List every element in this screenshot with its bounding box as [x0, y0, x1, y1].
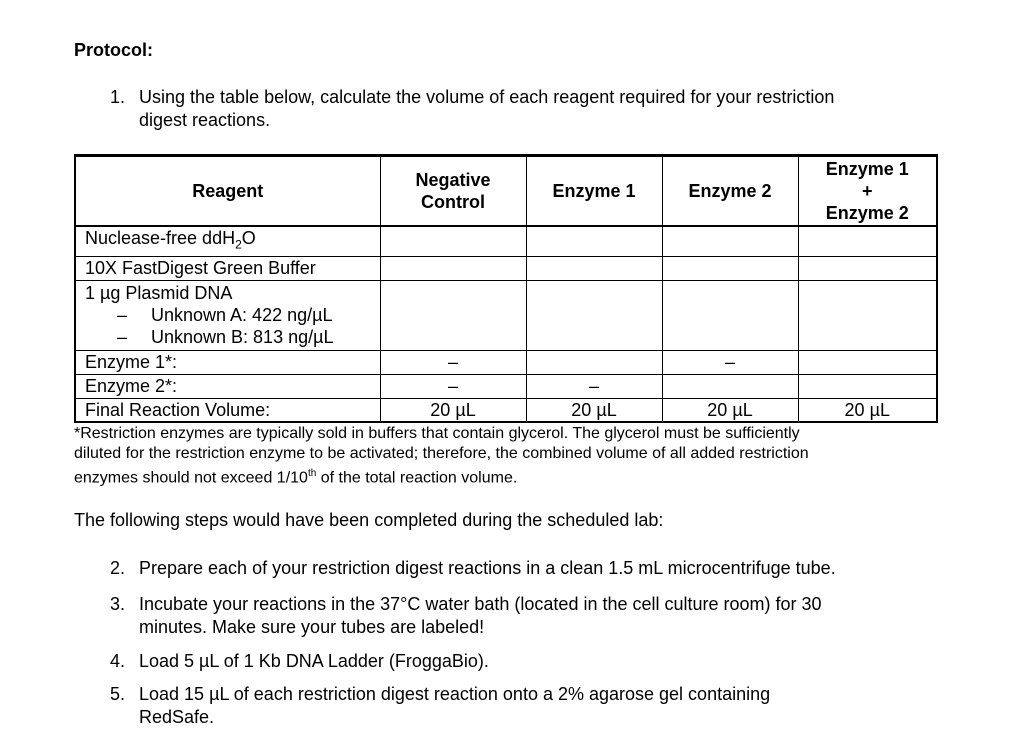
cell-plasmid-negative[interactable] — [380, 280, 526, 350]
header-enzyme-combo: Enzyme 1 + Enzyme 2 — [798, 156, 937, 227]
cell-enzyme1-negative: – — [380, 350, 526, 374]
completed-steps-intro: The following steps would have been completed during the scheduled lab: — [74, 510, 664, 530]
cell-plasmid-combo[interactable] — [798, 280, 937, 350]
table-row-enzyme1 — [75, 350, 937, 374]
cell-enzyme2-enzyme2[interactable] — [662, 374, 798, 398]
step-1-line-1: Using the table below, calculate the volume of each reagent required for your restriction — [139, 87, 835, 107]
step-3-number: 3. — [110, 594, 126, 614]
unknown-b-item: – Unknown B: 813 ng/µL — [85, 326, 380, 348]
cell-enzyme1-combo[interactable] — [798, 350, 937, 374]
cell-enzyme2-combo[interactable] — [798, 374, 937, 398]
cell-buffer-enzyme1[interactable] — [526, 256, 662, 280]
cell-water-negative[interactable] — [380, 226, 526, 256]
table-row-final — [75, 398, 937, 422]
step-4-line-1: Load 5 µL of 1 Kb DNA Ladder (FroggaBio). — [139, 651, 489, 671]
plasmid-label: 1 µg Plasmid DNA – Unknown A: 422 ng/µL – Unknown B: 813 ng/µL — [75, 280, 380, 350]
enzyme1-label: Enzyme 1*: — [75, 350, 380, 374]
cell-water-combo[interactable] — [798, 226, 937, 256]
header-enzyme-1: Enzyme 1 — [526, 156, 662, 227]
cell-water-enzyme2[interactable] — [662, 226, 798, 256]
cell-final-combo: 20 µL — [798, 398, 937, 422]
table-row-plasmid — [75, 280, 937, 350]
table-footnote: *Restriction enzymes are typically sold in buffers that contain glycerol. The glycerol must be sufficiently diluted for the restriction enzyme to be activated; therefore, the combined volume of all added restriction enzymes should not exceed 1/10th of the total reaction volume. — [74, 425, 809, 487]
protocol-heading: Protocol: — [74, 40, 153, 60]
step-3-line-1: Incubate your reactions in the 37°C water bath (located in the cell culture room) for 30 — [139, 594, 822, 614]
cell-final-enzyme1: 20 µL — [526, 398, 662, 422]
cell-enzyme1-enzyme2: – — [662, 350, 798, 374]
header-negative-control: Negative Control — [380, 156, 526, 227]
water-label: Nuclease-free ddH$_2$O — [75, 226, 380, 256]
cell-enzyme2-enzyme1: – — [526, 374, 662, 398]
table-row-water — [75, 226, 937, 256]
step-1-line-2: digest reactions. — [139, 110, 271, 130]
cell-buffer-combo[interactable] — [798, 256, 937, 280]
cell-plasmid-enzyme2[interactable] — [662, 280, 798, 350]
cell-enzyme2-negative: – — [380, 374, 526, 398]
step-1-number: 1. — [110, 87, 126, 107]
cell-buffer-negative[interactable] — [380, 256, 526, 280]
table-row-enzyme2 — [75, 374, 937, 398]
step-4-number: 4. — [110, 651, 126, 671]
cell-buffer-enzyme2[interactable] — [662, 256, 798, 280]
step-2-line-1: Prepare each of your restriction digest reactions in a clean 1.5 mL microcentrifuge tube. — [139, 558, 836, 578]
cell-final-enzyme2: 20 µL — [662, 398, 798, 422]
step-2-number: 2. — [110, 558, 126, 578]
unknown-a-item: – Unknown A: 422 ng/µL — [85, 304, 380, 326]
cell-final-negative: 20 µL — [380, 398, 526, 422]
cell-enzyme1-enzyme1[interactable] — [526, 350, 662, 374]
enzyme2-label: Enzyme 2*: — [75, 374, 380, 398]
step-3-line-2: minutes. Make sure your tubes are labeled! — [139, 617, 485, 637]
buffer-label: 10X FastDigest Green Buffer — [75, 256, 380, 280]
header-enzyme-2: Enzyme 2 — [662, 156, 798, 227]
step-5-line-1: Load 15 µL of each restriction digest reaction onto a 2% agarose gel containing — [139, 684, 771, 704]
reagent-table — [74, 154, 938, 423]
header-reagent: Reagent — [75, 156, 380, 227]
cell-plasmid-enzyme1[interactable] — [526, 280, 662, 350]
table-header-row — [75, 156, 937, 227]
cell-water-enzyme1[interactable] — [526, 226, 662, 256]
step-5-number: 5. — [110, 684, 126, 704]
table-row-buffer — [75, 256, 937, 280]
step-5-line-2: RedSafe. — [139, 707, 215, 727]
final-label: Final Reaction Volume: — [75, 398, 380, 422]
